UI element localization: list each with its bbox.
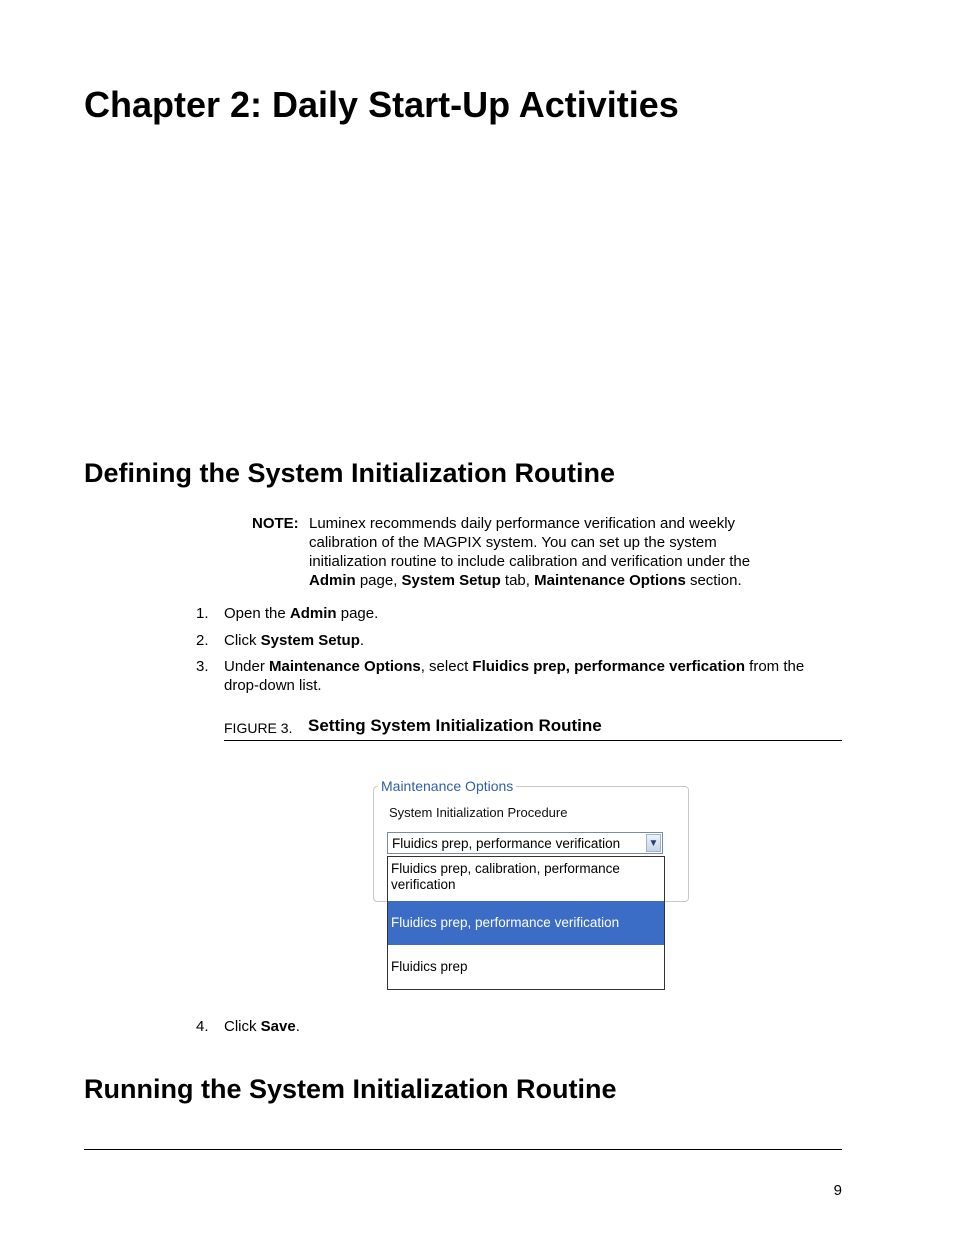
section-title-running: Running the System Initialization Routine — [84, 1074, 617, 1104]
step-text: Click System Setup. — [224, 632, 365, 649]
step-number: 2. — [196, 632, 209, 649]
step-number: 3. — [196, 658, 209, 675]
init-procedure-select[interactable] — [387, 832, 663, 854]
chevron-down-icon[interactable]: ▼ — [646, 834, 661, 852]
note-text: Luminex recommends daily performance verification and weekly calibration of the MAGPIX system. You can set up the system initialization routine to include calibration and verification under the Admin page, System Setup tab, Maintenance Options section. — [309, 515, 751, 589]
step-text: Under Maintenance Options, select Fluidics prep, performance verfication from the drop-down list. — [224, 658, 805, 694]
figure-caption — [224, 716, 842, 741]
step-text: Click Save. — [224, 1018, 300, 1035]
dropdown-option-selected[interactable]: Fluidics prep, performance verification — [388, 901, 664, 945]
select-value: Fluidics prep, performance verification — [392, 836, 621, 851]
group-legend: Maintenance Options — [378, 777, 516, 795]
step-number: 1. — [196, 605, 209, 622]
footer-divider — [84, 1149, 842, 1150]
dropdown-option[interactable]: Fluidics prep — [391, 959, 468, 974]
step-number: 4. — [196, 1018, 209, 1035]
note-label: NOTE: — [252, 515, 299, 532]
section-title-defining: Defining the System Initialization Routine — [84, 458, 616, 488]
dropdown-option[interactable]: Fluidics prep, calibration, performance verification — [391, 861, 620, 892]
page-number: 9 — [833, 1182, 842, 1199]
chapter-title: Chapter 2: Daily Start-Up Activities — [84, 84, 679, 125]
step-text: Open the Admin page. — [224, 605, 379, 622]
figure-title: Setting System Initialization Routine — [308, 716, 602, 735]
dropdown-list — [387, 856, 665, 990]
figure-label: FIGURE 3. — [224, 720, 293, 736]
init-procedure-label: System Initialization Procedure — [389, 805, 568, 820]
